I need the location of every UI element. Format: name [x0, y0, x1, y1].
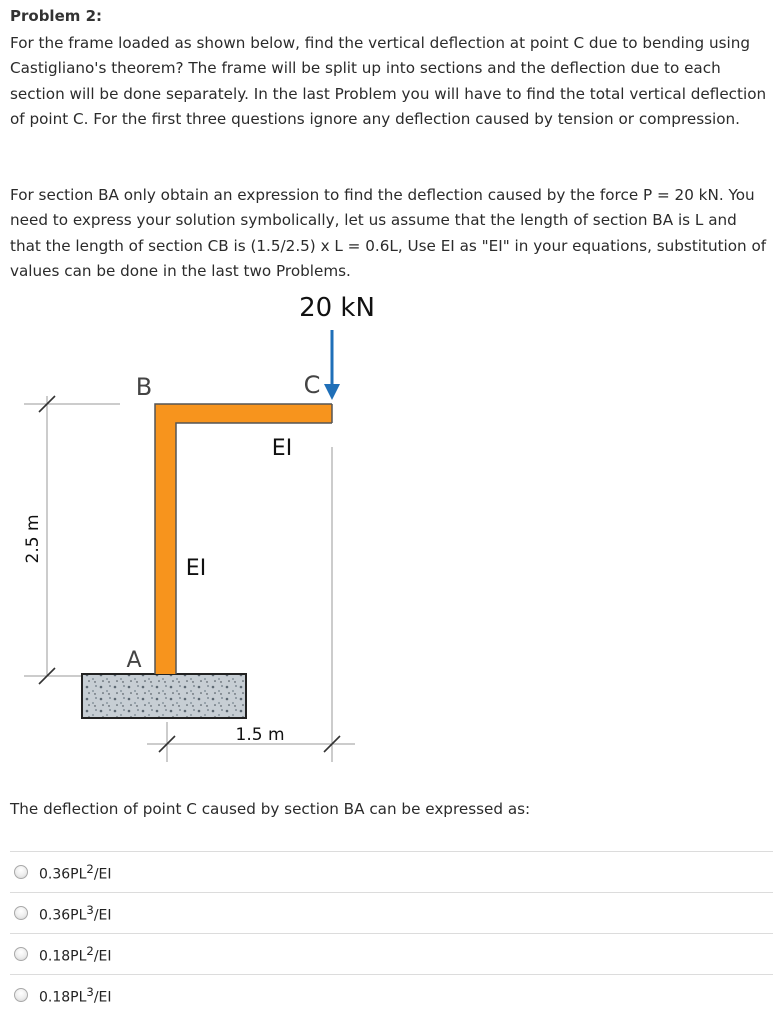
column-ba — [155, 404, 176, 674]
span-label: 1.5 m — [235, 725, 285, 745]
answer-option[interactable] — [10, 892, 773, 933]
option-label: $0.36PL^2/EI$ — [39, 861, 112, 883]
point-a-label: A — [126, 648, 142, 673]
option-label: $0.36PL^3/EI$ — [39, 902, 112, 924]
fixed-support — [82, 674, 246, 718]
option-label: $0.18PL^2/EI$ — [39, 943, 112, 965]
problem-instructions: For section BA only obtain an expression to find the deflection caused by the force P = 20 kN. You need to express your solution symbolically, let us assume that the length of section BA is L and that the length of section CB is (1.5/2.5) x L = 0.6L, Use EI as "EI" in your equations, substitution of values can be done in the last two Problems. — [10, 186, 767, 280]
height-dimension — [23, 396, 120, 684]
answer-option[interactable] — [10, 851, 773, 892]
option-label: $0.18PL^3/EI$ — [39, 984, 112, 1006]
radio-button[interactable] — [14, 865, 28, 879]
load-label: 20 kN — [299, 293, 375, 323]
beam-stiffness-label: EI — [271, 436, 293, 461]
radio-button[interactable] — [14, 947, 28, 961]
question-text: The deflection of point C caused by section BA can be expressed as: — [10, 800, 531, 818]
height-label: 2.5 m — [23, 514, 43, 564]
problem-title: Problem 2: — [10, 7, 103, 25]
load-arrow — [324, 330, 340, 400]
point-c-label: C — [303, 371, 321, 399]
radio-button[interactable] — [14, 906, 28, 920]
frame-figure — [0, 280, 420, 780]
beam-bc — [155, 404, 332, 423]
column-stiffness-label: EI — [185, 556, 207, 581]
frame-members — [155, 404, 332, 674]
radio-button[interactable] — [14, 988, 28, 1002]
point-b-label: B — [135, 373, 153, 401]
answer-options — [10, 851, 773, 1015]
answer-option[interactable] — [10, 933, 773, 974]
problem-intro: For the frame loaded as shown below, find the vertical deflection at point C due to bending using Castigliano's theorem? The frame will be split up into sections and the deflection due to each section will be done separately. In the last Problem you will have to find the total vertical deflection of point C. For the first three questions ignore any deflection caused by tension or compression. — [10, 34, 767, 128]
answer-option[interactable] — [10, 974, 773, 1015]
